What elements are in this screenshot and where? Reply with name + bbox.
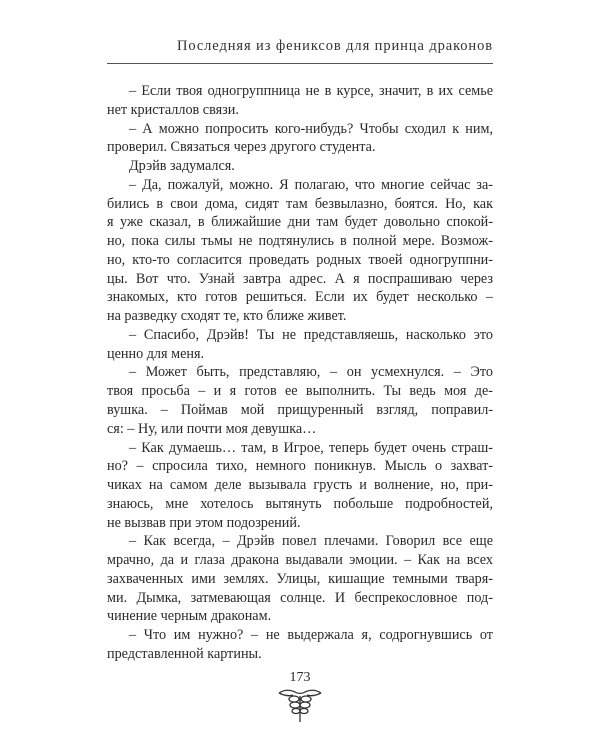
text-line: – Может быть, представляю, – он усмехнулся. – Это [129,364,493,381]
text-line: – Если твоя одногруппница не в курсе, значит, в их семье [129,83,493,99]
text-line: мрачно, да и глаза дракона выдавали эмоции. – Как на всех [107,552,493,569]
text-line: не вызвав при этом подозрений. [107,514,301,531]
text-line: чинение черным драконам. [107,608,272,625]
text-line: представленной картины. [107,645,262,662]
text-line: Дрэйв задумался. [129,158,235,175]
text-line: вушка. – Поймав мой прищуренный взгляд, поправил- [107,402,493,419]
page-number: 173 [289,670,311,685]
text-line: нет кристаллов связи. [107,101,239,118]
body-text [107,82,493,664]
text-line: знакомых, кто готов решиться. Если их будет несколько – [107,289,493,306]
text-line: ся: – Ну, или почти моя девушка… [107,420,317,437]
text-line: я уже сказал, в ближайшие дни там будет довольно спокой- [107,214,493,231]
text-line: ценно для меня. [107,345,205,362]
text-line: – Спасибо, Дрэйв! Ты не представляешь, насколько это [129,326,493,343]
text-line: но? – спросила тихо, немного поникнув. Мысль о захват- [107,458,493,475]
header-rule [107,63,493,64]
text-line: цы. Вот что. Узнай завтра адрес. А я поспрашиваю через [107,270,493,287]
text-line: знаюсь, мне хотелось вытянуть побольше подробностей, [107,495,493,512]
text-line: – Как думаешь… там, в Игрое, теперь будет очень страш- [129,439,493,456]
text-line: ми. Дымка, затмевающая солнце. И беспрекословное под- [107,589,493,606]
text-line: но, кто-то согласится проведать родных твоей одногруппни- [107,251,493,268]
text-line: на разведку сходят те, кто ближе живет. [107,308,347,325]
text-line: но, пока силы тьмы не подтянулись в полной мере. Возмож- [107,233,493,250]
text-line: проверил. Связаться через другого студента. [107,139,376,156]
running-title: Последняя из фениксов для принца драконов [176,38,493,54]
text-line: бились в свои дома, сидят там безвылазно, боятся. Но, как [107,195,493,212]
text-line: твоя просьба – и я готов ее выполнить. Ты ведь моя де- [107,383,493,400]
text-line: захваченных ими землях. Улицы, кишащие темными тваря- [107,570,493,587]
text-line: – Да, пожалуй, можно. Я полагаю, что многие сейчас за- [129,176,493,193]
text-line: – Как всегда, – Дрэйв повел плечами. Говорил все еще [129,533,493,550]
text-line: – Что им нужно? – не выдержала я, содрогнувшись от [129,627,493,644]
flourish-ornament-icon [277,688,323,724]
text-line: чиках на самом деле вызывала грусть и волнение, но, при- [107,477,493,494]
text-line: – А можно попросить кого-нибудь? Чтобы сходил к ним, [129,120,493,137]
